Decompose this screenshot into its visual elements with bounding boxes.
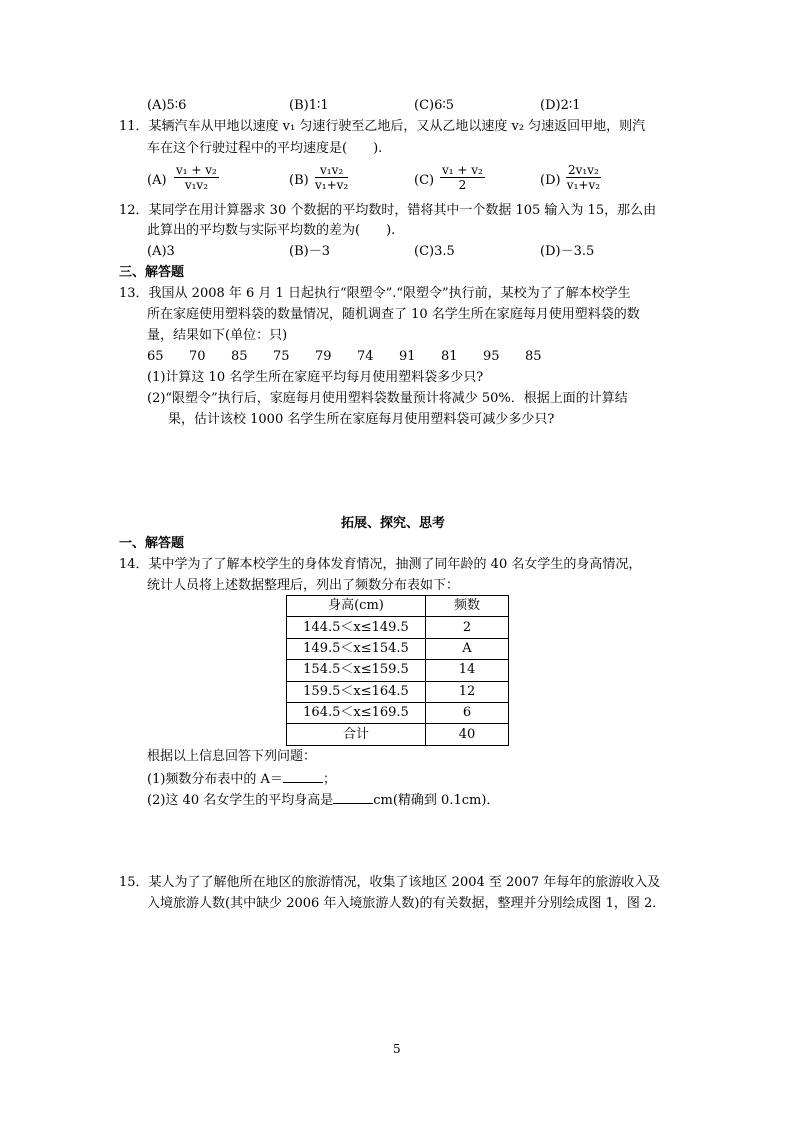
q13-line-2: 所在家庭使用塑料袋的数量情况，随机调查了 10 名学生所在家庭每月使用塑料袋的数 [147,307,640,322]
q13-data-value: 95 [483,349,500,364]
table-cell-count: 2 [426,617,509,638]
table-header-row [287,596,509,617]
q11-option-a-numerator: v₁ + v₂ [176,163,217,177]
q13-sub-2-line-2: 果，估计该校 1000 名学生所在家庭每月使用塑料袋可减少多少只? [168,412,555,427]
q13-data-value: 79 [315,349,332,364]
q15-line-2: 入境旅游人数(其中缺少 2006 年入境旅游人数)的有关数据，整理并分别绘成图 1，图 2． [147,896,666,911]
frequency-table [286,595,509,746]
table-cell-range: 144.5＜x≤149.5 [287,617,426,638]
q13-line-3: 量，结果如下(单位：只) [147,328,288,343]
table-cell-range: 164.5＜x≤169.5 [287,702,426,723]
answer-blank[interactable] [283,769,323,783]
table-cell-count: 12 [426,681,509,702]
table-cell-count: 6 [426,702,509,723]
table-cell-total-label: 合计 [287,724,426,745]
q13-data-list [147,348,567,366]
q11-line-1: 11．某辆汽车从甲地以速度 v₁ 匀速行驶至乙地后，又从乙地以速度 v₂ 匀速返回甲地，则汽 [119,119,646,134]
q11-option-b-label: (B) [289,173,309,188]
q11-option-d-fraction [566,163,601,192]
q14-sub-2-text: (2)这 40 名女学生的平均身高是 [147,793,334,808]
q11-option-d-label: (D) [540,173,561,188]
q12-line-1: 12．某同学在用计算器求 30 个数据的平均数时，错将其中一个数据 105 输入为 15，那么由 [119,203,657,218]
q13-data-value: 81 [441,349,458,364]
q10-option-b: (B)1∶1 [289,98,329,113]
q13-sub-1: (1)计算这 10 名学生所在家庭平均每月使用塑料袋多少只? [147,370,484,385]
table-row [287,702,509,723]
table-cell-total-value: 40 [426,724,509,745]
table-total-row [287,724,509,745]
q11-option-b-denominator: v₁+v₂ [315,178,349,192]
q13-data-value: 65 [147,349,164,364]
section-title-extension: 拓展、探究、思考 [341,516,446,531]
q11-option-d-numerator: 2v₁v₂ [568,163,599,177]
q13-sub-2-line-1: (2)“限塑令”执行后，家庭每月使用塑料袋数量预计将减少 50%．根据上面的计算结 [147,391,628,406]
q11-option-c-fraction [440,163,485,192]
q11-option-a-denominator: v₁v₂ [184,178,209,192]
q11-option-a-fraction [174,163,219,192]
table-cell-count: A [426,638,509,659]
q14-sub-1 [147,769,336,789]
table-row [287,681,509,702]
table-cell-count: 14 [426,660,509,681]
table-cell-range: 159.5＜x≤164.5 [287,681,426,702]
table-row [287,638,509,659]
table-cell-range: 154.5＜x≤159.5 [287,660,426,681]
table-row [287,660,509,681]
q12-line-2: 此算出的平均数与实际平均数的差为( ). [147,223,396,238]
table-header-frequency: 频数 [426,596,509,617]
q11-option-c-numerator: v₁ + v₂ [442,163,483,177]
answer-blank[interactable] [333,790,373,804]
q11-option-d-denominator: v₁+v₂ [566,178,601,192]
q13-data-value: 91 [399,349,416,364]
q12-option-a: (A)3 [147,244,175,259]
q10-option-a: (A)5∶6 [147,98,187,113]
q14-line-1: 14．某中学为了了解本校学生的身体发育情况，抽测了同年龄的 40 名女学生的身高情况， [119,557,642,572]
q14-sub-2 [147,790,499,810]
table-cell-range: 149.5＜x≤154.5 [287,638,426,659]
q11-option-c-label: (C) [414,173,435,188]
q13-data-value: 74 [357,349,374,364]
q10-option-d: (D)2∶1 [540,98,581,113]
q13-data-value: 70 [189,349,206,364]
page-number: 5 [393,1042,401,1056]
q13-data-value: 85 [231,349,248,364]
q14-sub-1-end: ； [322,772,336,787]
section-heading-answers-2: 一、解答题 [119,536,185,551]
q11-option-a-label: (A) [147,173,167,188]
q15-line-1: 15．某人为了了解他所在地区的旅游情况，收集了该地区 2004 至 2007 年每年的旅游收入及 [119,875,661,890]
q13-data-value: 85 [525,349,542,364]
q12-option-b: (B)－3 [289,244,330,259]
q11-option-b-fraction [315,163,348,192]
q12-option-d: (D)－3.5 [540,244,595,259]
q10-option-c: (C)6∶5 [414,98,455,113]
q13-line-1: 13．我国从 2008 年 6 月 1 日起执行“限塑令”.“限塑令”执行前，某校为了了解本校学生 [119,286,631,301]
q11-line-2: 车在这个行驶过程中的平均速度是( ). [147,141,383,156]
table-row [287,617,509,638]
section-heading-answers: 三、解答题 [119,265,185,280]
q11-option-c-denominator: 2 [458,178,467,192]
q14-sub-1-text: (1)频数分布表中的 A＝ [147,772,283,787]
q11-option-b-numerator: v₁v₂ [315,163,348,178]
q14-line-2: 统计人员将上述数据整理后，列出了频数分布表如下： [147,578,460,593]
q14-prompt: 根据以上信息回答下列问题： [147,749,317,764]
q14-sub-2-end: cm(精确到 0.1cm)． [373,793,500,808]
table-header-height: 身高(cm) [287,596,426,617]
q12-option-c: (C)3.5 [414,244,455,259]
q13-data-value: 75 [273,349,290,364]
